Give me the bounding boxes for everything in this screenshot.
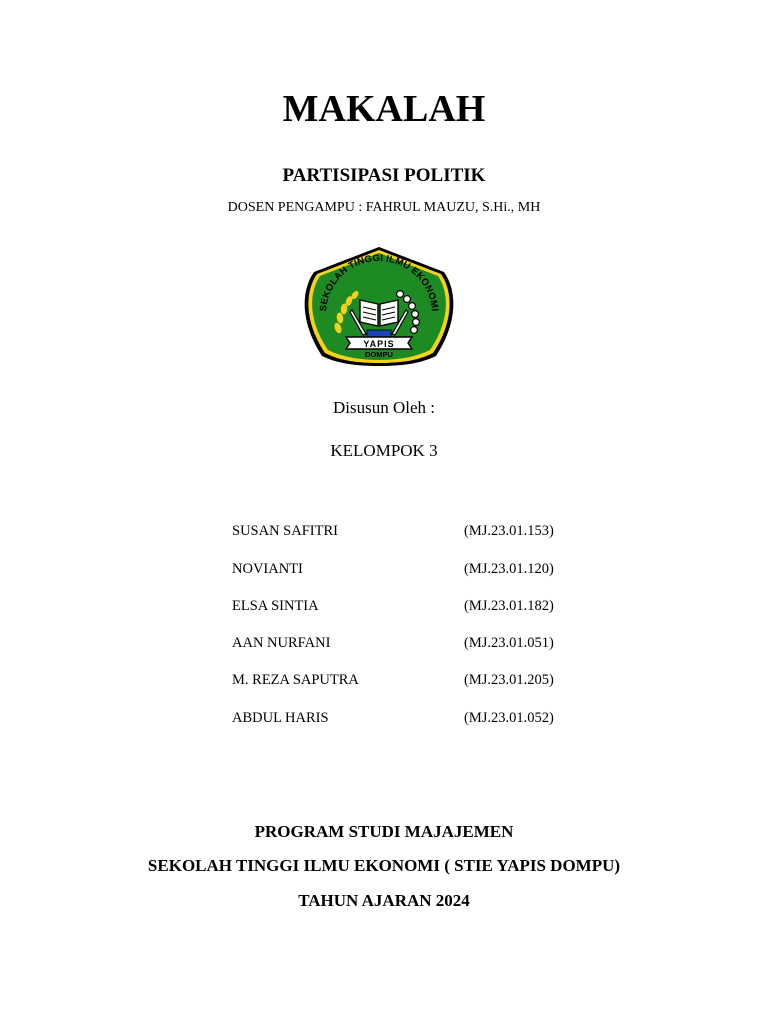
member-name: M. REZA SAPUTRA xyxy=(232,672,359,688)
member-row xyxy=(232,521,572,541)
document-title: MAKALAH xyxy=(282,88,486,130)
member-name: AAN NURFANI xyxy=(232,635,331,651)
member-id: (MJ.23.01.153) xyxy=(464,523,554,539)
member-row xyxy=(232,596,572,616)
logo-arc-text: SEKOLAH TINGGI ILMU EKONOMI xyxy=(318,252,440,312)
member-id: (MJ.23.01.120) xyxy=(464,561,554,577)
college-name: SEKOLAH TINGGI ILMU EKONOMI ( STIE YAPIS DOMPU) xyxy=(147,856,621,875)
member-name: SUSAN SAFITRI xyxy=(232,523,338,539)
member-name: ABDUL HARIS xyxy=(232,710,329,726)
study-program: PROGRAM STUDI MAJAJEMEN xyxy=(254,822,514,841)
logo-blue-base xyxy=(367,330,391,337)
member-row xyxy=(232,708,572,728)
member-row xyxy=(232,633,572,653)
member-id: (MJ.23.01.051) xyxy=(464,635,554,651)
group-label: KELOMPOK 3 xyxy=(330,441,438,460)
member-name: ELSA SINTIA xyxy=(232,598,319,614)
logo-ribbon xyxy=(346,337,412,349)
member-id: (MJ.23.01.052) xyxy=(464,710,554,726)
member-name: NOVIANTI xyxy=(232,561,303,577)
member-row xyxy=(232,559,572,579)
stie-yapis-dompu-logo xyxy=(300,244,458,368)
logo-bottom-text: DOMPU xyxy=(365,350,393,359)
document-subtitle: PARTISIPASI POLITIK xyxy=(282,165,486,186)
lecturer-line: DOSEN PENGAMPU : FAHRUL MAUZU, S.Hi., MH xyxy=(227,200,541,215)
logo-ribbon-text: YAPIS xyxy=(363,339,395,349)
academic-year: TAHUN AJARAN 2024 xyxy=(298,891,470,910)
member-id: (MJ.23.01.182) xyxy=(464,598,554,614)
member-id: (MJ.23.01.205) xyxy=(464,672,554,688)
member-row xyxy=(232,670,572,690)
prepared-by-label: Disusun Oleh : xyxy=(333,398,435,417)
